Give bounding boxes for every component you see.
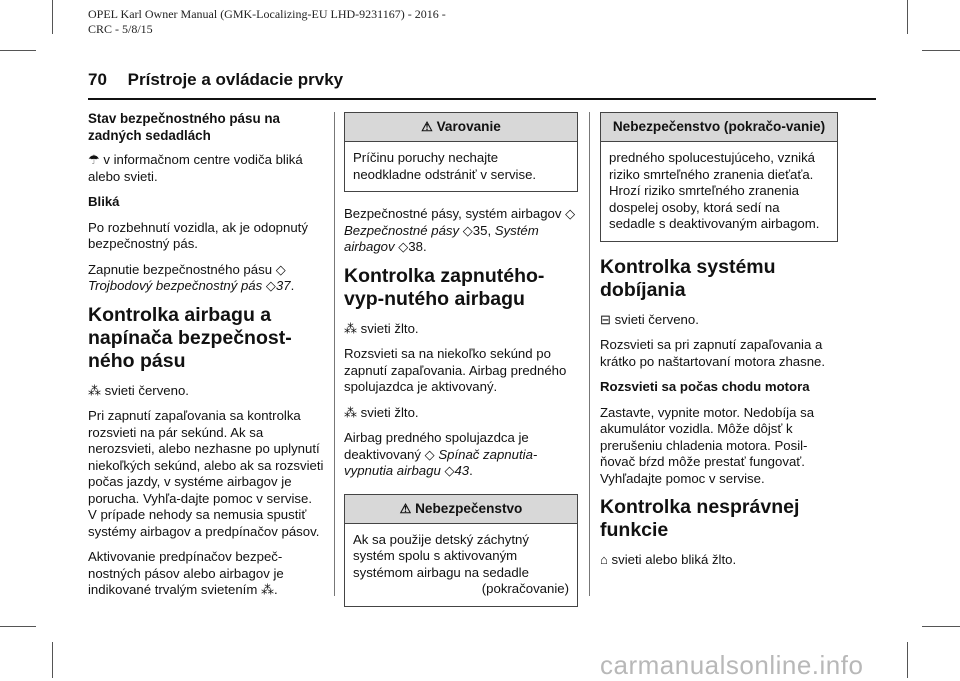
crop-mark	[922, 626, 960, 627]
airbag-on-yellow-text	[344, 321, 578, 338]
airbag-paragraph-1: Pri zapnutí zapaľovania sa kontrolka rozsvieti na pár sekúnd. Ak sa nerozsvieti, alebo nezhasne po uplynutí niekoľkých sekúnd, alebo ak sa rozsvieti počas jazdy, v systéme airbagov je porucha. Vyhľa-dajte pomoc v servise. V prípade nehody sa nemusia spustiť systémy airbagov a predpínačov pásov.	[88, 408, 324, 539]
engine-icon: ⌂	[600, 552, 608, 567]
reference-arrow-icon: ◇	[275, 261, 286, 277]
yellow-status-1: svieti žlto.	[360, 320, 419, 336]
warning-triangle-icon: ⚠	[399, 500, 412, 516]
reference-arrow-icon: ◇	[565, 206, 576, 221]
airbag-switch-reference-page[interactable]: 43	[454, 463, 470, 478]
crop-mark	[0, 50, 36, 51]
danger-box	[344, 494, 578, 607]
crop-mark	[907, 642, 908, 678]
page-number: 70	[88, 70, 107, 89]
charging-red-status: svieti červeno.	[614, 311, 699, 327]
rear-seatbelt-status: v informačnom centre vodiča bliká alebo svieti.	[88, 152, 303, 184]
reference-arrow-icon: ◇	[444, 463, 455, 478]
crop-mark	[922, 50, 960, 51]
danger-text: Ak sa použije detský záchytný systém spolu s aktivovaným systémom airbagu na sedadle	[353, 531, 529, 580]
blink-label: Bliká	[88, 194, 120, 209]
crop-mark	[52, 642, 53, 678]
page-title: Prístroje a ovládacie prvky	[127, 70, 344, 89]
warning-text: Príčinu poruchy nechajte neodkladne odstrániť v servise.	[353, 150, 537, 182]
danger-continued-text: predného spolucestujúceho, vzniká riziko smrteľného zranenia dieťaťa. Hrozí riziko smrteľného zranenia dospelej osoby, ktorá sedí na sedadle s deaktivovaným airbagom.	[609, 150, 820, 231]
airbag-off-paragraph: Airbag predného spolujazdca je deaktivovaný ◇ Spínač zapnutia-vypnutia airbagu ◇43.	[344, 430, 538, 478]
belts-reference-text: Bezpečnostné pásy, systém airbagov ◇ Bezpečnostné pásy ◇35, Systém airbagov ◇38.	[344, 206, 576, 254]
battery-icon: ⊟	[600, 311, 611, 327]
rear-seatbelt-heading: Stav bezpečnostného pásu na zadných sedadlách	[88, 111, 280, 143]
warning-box-header	[345, 113, 577, 142]
airbag-warning-light-heading: Kontrolka airbagu a napínača bezpečnost-ného pásu	[88, 303, 292, 372]
crop-mark	[52, 0, 53, 34]
crop-mark	[0, 626, 36, 627]
print-header-line2: CRC - 5/8/15	[88, 22, 153, 36]
airbag-activation-text: Aktivovanie predpínačov bezpeč-nostných pásov alebo airbagov je indikované trvalým svietením	[88, 549, 284, 597]
column-1	[88, 110, 324, 608]
airbag-system-reference-page[interactable]: 38	[408, 239, 423, 254]
danger-box-body	[345, 524, 577, 606]
fasten-text: Zapnutie bezpečnostného pásu ◇ Trojbodový bezpečnostný pás ◇37.	[88, 261, 295, 293]
airbag-paragraph-2: Aktivovanie predpínačov bezpeč-nostných pásov alebo airbagov je indikované trvalým svietením ⁂.	[88, 549, 284, 597]
airbag-off-text: Airbag predného spolujazdca je deaktivovaný	[344, 430, 529, 462]
warning-triangle-icon: ⚠	[421, 119, 433, 134]
reference-arrow-icon: ◇	[462, 222, 473, 238]
column-divider	[589, 112, 590, 596]
charging-red-text	[600, 312, 838, 329]
danger-continued-box	[600, 112, 838, 242]
reference-arrow-icon: ◇	[265, 278, 276, 293]
danger-title: Nebezpečenstvo	[415, 500, 523, 516]
print-header	[88, 7, 446, 37]
charging-system-heading: Kontrolka systému dobíjania	[600, 255, 776, 301]
danger-box-header	[345, 495, 577, 524]
malfunction-text	[600, 552, 838, 569]
column-2	[344, 112, 578, 621]
blink-text: Po rozbehnutí vozidla, ak je odopnutý bezpečnostný pás.	[88, 219, 308, 251]
continued-label: (pokračovanie)	[481, 581, 569, 596]
column-divider	[334, 112, 335, 596]
yellow-status-2: svieti žlto.	[360, 404, 419, 420]
driving-label: Rozsvieti sa počas chodu motora	[600, 379, 810, 394]
charging-paragraph: Rozsvieti sa pri zapnutí zapaľovania a krátko po naštartovaní motora zhasne.	[600, 337, 826, 369]
rear-seatbelt-text	[88, 152, 324, 185]
airbag-red-status: svieti červeno.	[104, 382, 189, 398]
reference-arrow-icon: ◇	[424, 446, 435, 462]
reference-arrow-icon: ◇	[398, 239, 409, 254]
airbag-red-text	[88, 383, 324, 400]
column-3	[600, 112, 838, 578]
warning-box	[344, 112, 578, 192]
airbag-switch-reference-link[interactable]: Spínač zapnutia-vypnutia airbagu	[344, 446, 538, 478]
airbag-icon: ⁂	[260, 582, 274, 597]
airbag-off-yellow-text	[344, 405, 578, 422]
crop-mark	[907, 0, 908, 34]
header-rule	[88, 98, 876, 100]
page-heading	[88, 70, 343, 90]
airbag-system-reference-link[interactable]: Systém airbagov	[344, 222, 539, 254]
passenger-airbag-icon: ⁂	[344, 404, 357, 420]
fasten-reference-page[interactable]: 37	[275, 278, 291, 293]
belts-label: Bezpečnostné pásy, systém airbagov	[344, 206, 562, 221]
watermark: carmanualsonline.info	[600, 650, 864, 680]
malfunction-status: svieti alebo bliká žlto.	[611, 552, 737, 567]
fasten-label: Zapnutie bezpečnostného pásu	[88, 261, 273, 277]
airbag-icon: ⁂	[88, 382, 101, 398]
warning-title: Varovanie	[436, 119, 501, 134]
airbag-on-paragraph: Rozsvieti sa na niekoľko sekúnd po zapnutí zapaľovania. Airbag predného spolujazdca je aktivovaný.	[344, 346, 567, 394]
belts-reference-link[interactable]: Bezpečnostné pásy	[344, 222, 460, 238]
airbag-on-off-heading: Kontrolka zapnutého-vyp-nutého airbagu	[344, 264, 545, 310]
malfunction-heading: Kontrolka nesprávnej funkcie	[600, 496, 800, 541]
fasten-reference-link[interactable]: Trojbodový bezpečnostný pás	[88, 278, 263, 293]
print-header-line1: OPEL Karl Owner Manual (GMK-Localizing-EU LHD-9231167) - 2016 -	[88, 7, 446, 21]
driving-paragraph: Zastavte, vypnite motor. Nedobíja sa akumulátor vozidla. Môže dôjsť k prerušeniu chladenia motora. Posil-ňovač bŕzd môže prestať fungovať. Vyhľadajte pomoc v servise.	[600, 404, 815, 486]
belts-reference-page[interactable]: 35	[472, 222, 488, 238]
passenger-airbag-icon: ⁂	[344, 320, 357, 336]
danger-continued-header: Nebezpečenstvo (pokračo-vanie)	[601, 113, 837, 142]
seatbelt-icon: ☂	[88, 152, 100, 167]
